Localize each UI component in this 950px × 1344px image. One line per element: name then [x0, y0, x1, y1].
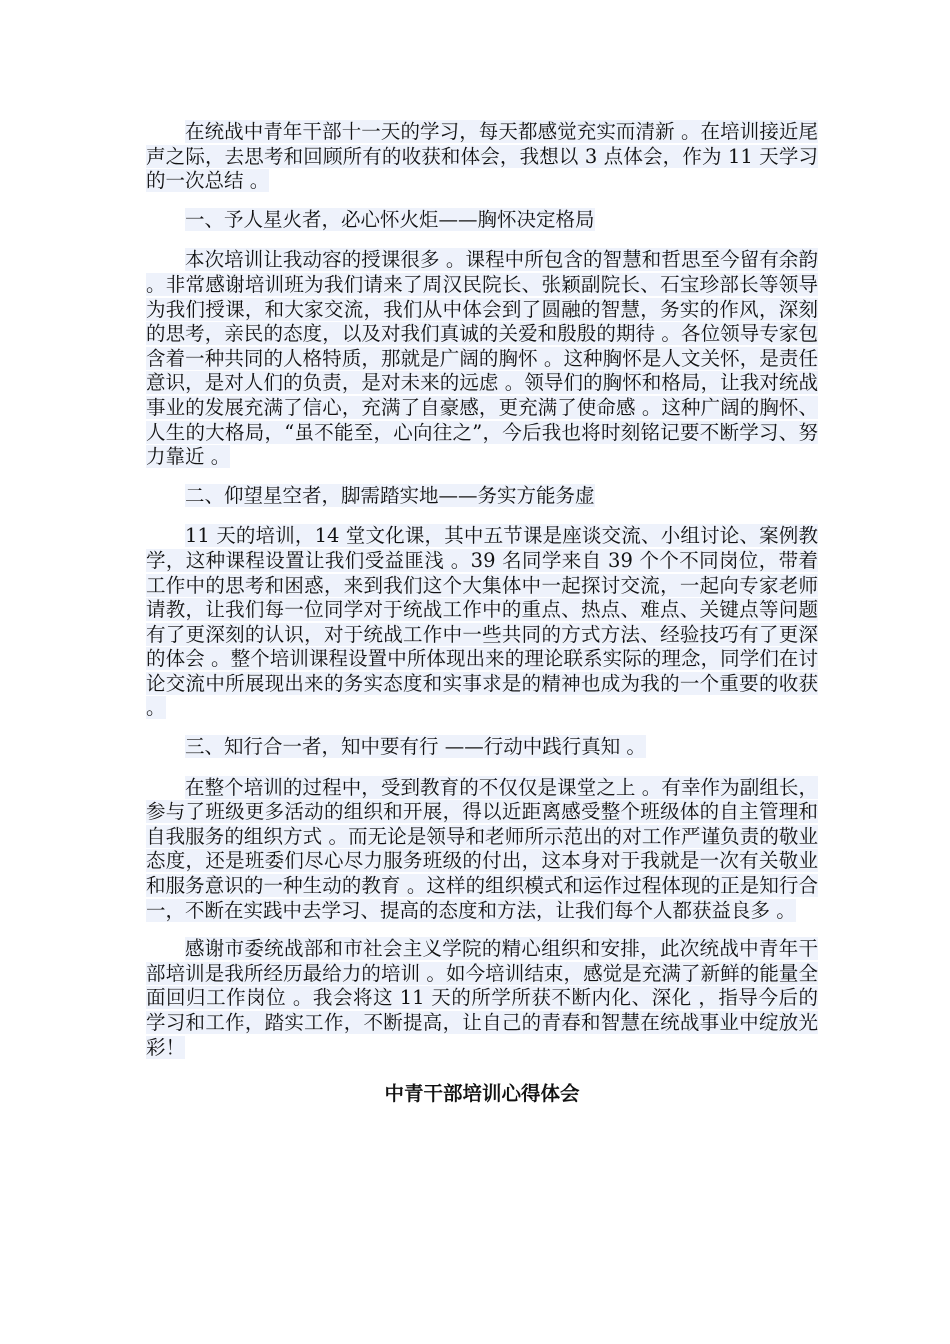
section-3-text: 在整个培训的过程中，受到教育的不仅仅是课堂之上 。有幸作为副组长，参与了班级更多活动的组织和开展，得以近距离感受整个班级体的自主管理和自我服务的组织方式 。而无论是领导和老师所示范出的对工作严谨负责的敬业态度，还是班委们尽心尽力服务班级的付出，这本身对于我就是一次有关敬业和服务意识的一种生动的教育 。这样的组织模式和运作过程体现的正是知行合一，不断在实践中去学习、提高的态度和方法，让我们每个人都获益良多 。 [146, 775, 818, 922]
intro-paragraph [146, 120, 818, 194]
section-3-paragraph [146, 776, 818, 924]
section-1-text: 本次培训让我动容的授课很多 。课程中所包含的智慧和哲思至今留有余韵 。非常感谢培训班为我们请来了周汉民院长、张颖副院长、石宝珍部长等领导为我们授课，和大家交流，我们从中体会到了圆融的智慧，务实的作风，深刻的思考，亲民的态度，以及对我们真诚的关爱和殷殷的期待 。各位领导专家包含着一种共同的人格特质，那就是广阔的胸怀 。这种胸怀是人文关怀，是责任意识，是对人们的负责，是对未来的远虑 。领导们的胸怀和格局，让我对统战事业的发展充满了信心，充满了自豪感，更充满了使命感 。这种广阔的胸怀、人生的大格局，“虽不能至，心向往之”，今后我也将时刻铭记要不断学习、努力靠近 。 [146, 248, 818, 469]
closing-paragraph [146, 937, 818, 1060]
section-2-text: 11 天的培训，14 堂文化课，其中五节课是座谈交流、小组讨论、案例教学，这种课程设置让我们受益匪浅 。39 名同学来自 39 个个不同岗位，带着工作中的思考和困惑，来到我们这个大集体中一起探讨交流，一起向专家老师请教，让我们每一位同学对于统战工作中的重点、热点、难点、关键点等问题有了更深刻的认识，对于统战工作中一些共同的方式方法、经验技巧有了更深的体会 。整个培训课程设置中所体现出来的理论联系实际的理念，同学们在讨论交流中所展现出来的务实态度和实事求是的精神也成为我的一个重要的收获 。 [146, 524, 818, 720]
section-1-paragraph [146, 248, 818, 469]
document-body [146, 120, 818, 1106]
section-heading-1 [146, 208, 818, 233]
section-heading-2-text: 二、仰望星空者，脚需踏实地——务实方能务虚 [185, 483, 595, 507]
intro-text: 在统战中青年干部十一天的学习，每天都感觉充实而清新 。在培训接近尾声之际，去思考和回顾所有的收获和体会，我想以 3 点体会，作为 11 天学习的一次总结 。 [146, 120, 818, 193]
document-title: 中青干部培训心得体会 [384, 1082, 580, 1106]
closing-text: 感谢市委统战部和市社会主义学院的精心组织和安排，此次统战中青年干部培训是我所经历最给力的培训 。如今培训结束，感觉是充满了新鲜的能量全面回归工作岗位 。我会将这 11 天的所学所获不断内化、深化 ，指导今后的学习和工作，踏实工作，不断提高，让自己的青春和智慧在统战事业中绽放光彩！ [146, 937, 818, 1059]
section-heading-1-text: 一、予人星火者，必心怀火炬——胸怀决定格局 [185, 207, 595, 231]
section-2-paragraph [146, 524, 818, 721]
section-heading-3 [146, 735, 818, 760]
section-heading-2 [146, 484, 818, 509]
section-heading-3-text: 三、知行合一者，知中要有行 ——行动中践行真知 。 [185, 735, 646, 759]
